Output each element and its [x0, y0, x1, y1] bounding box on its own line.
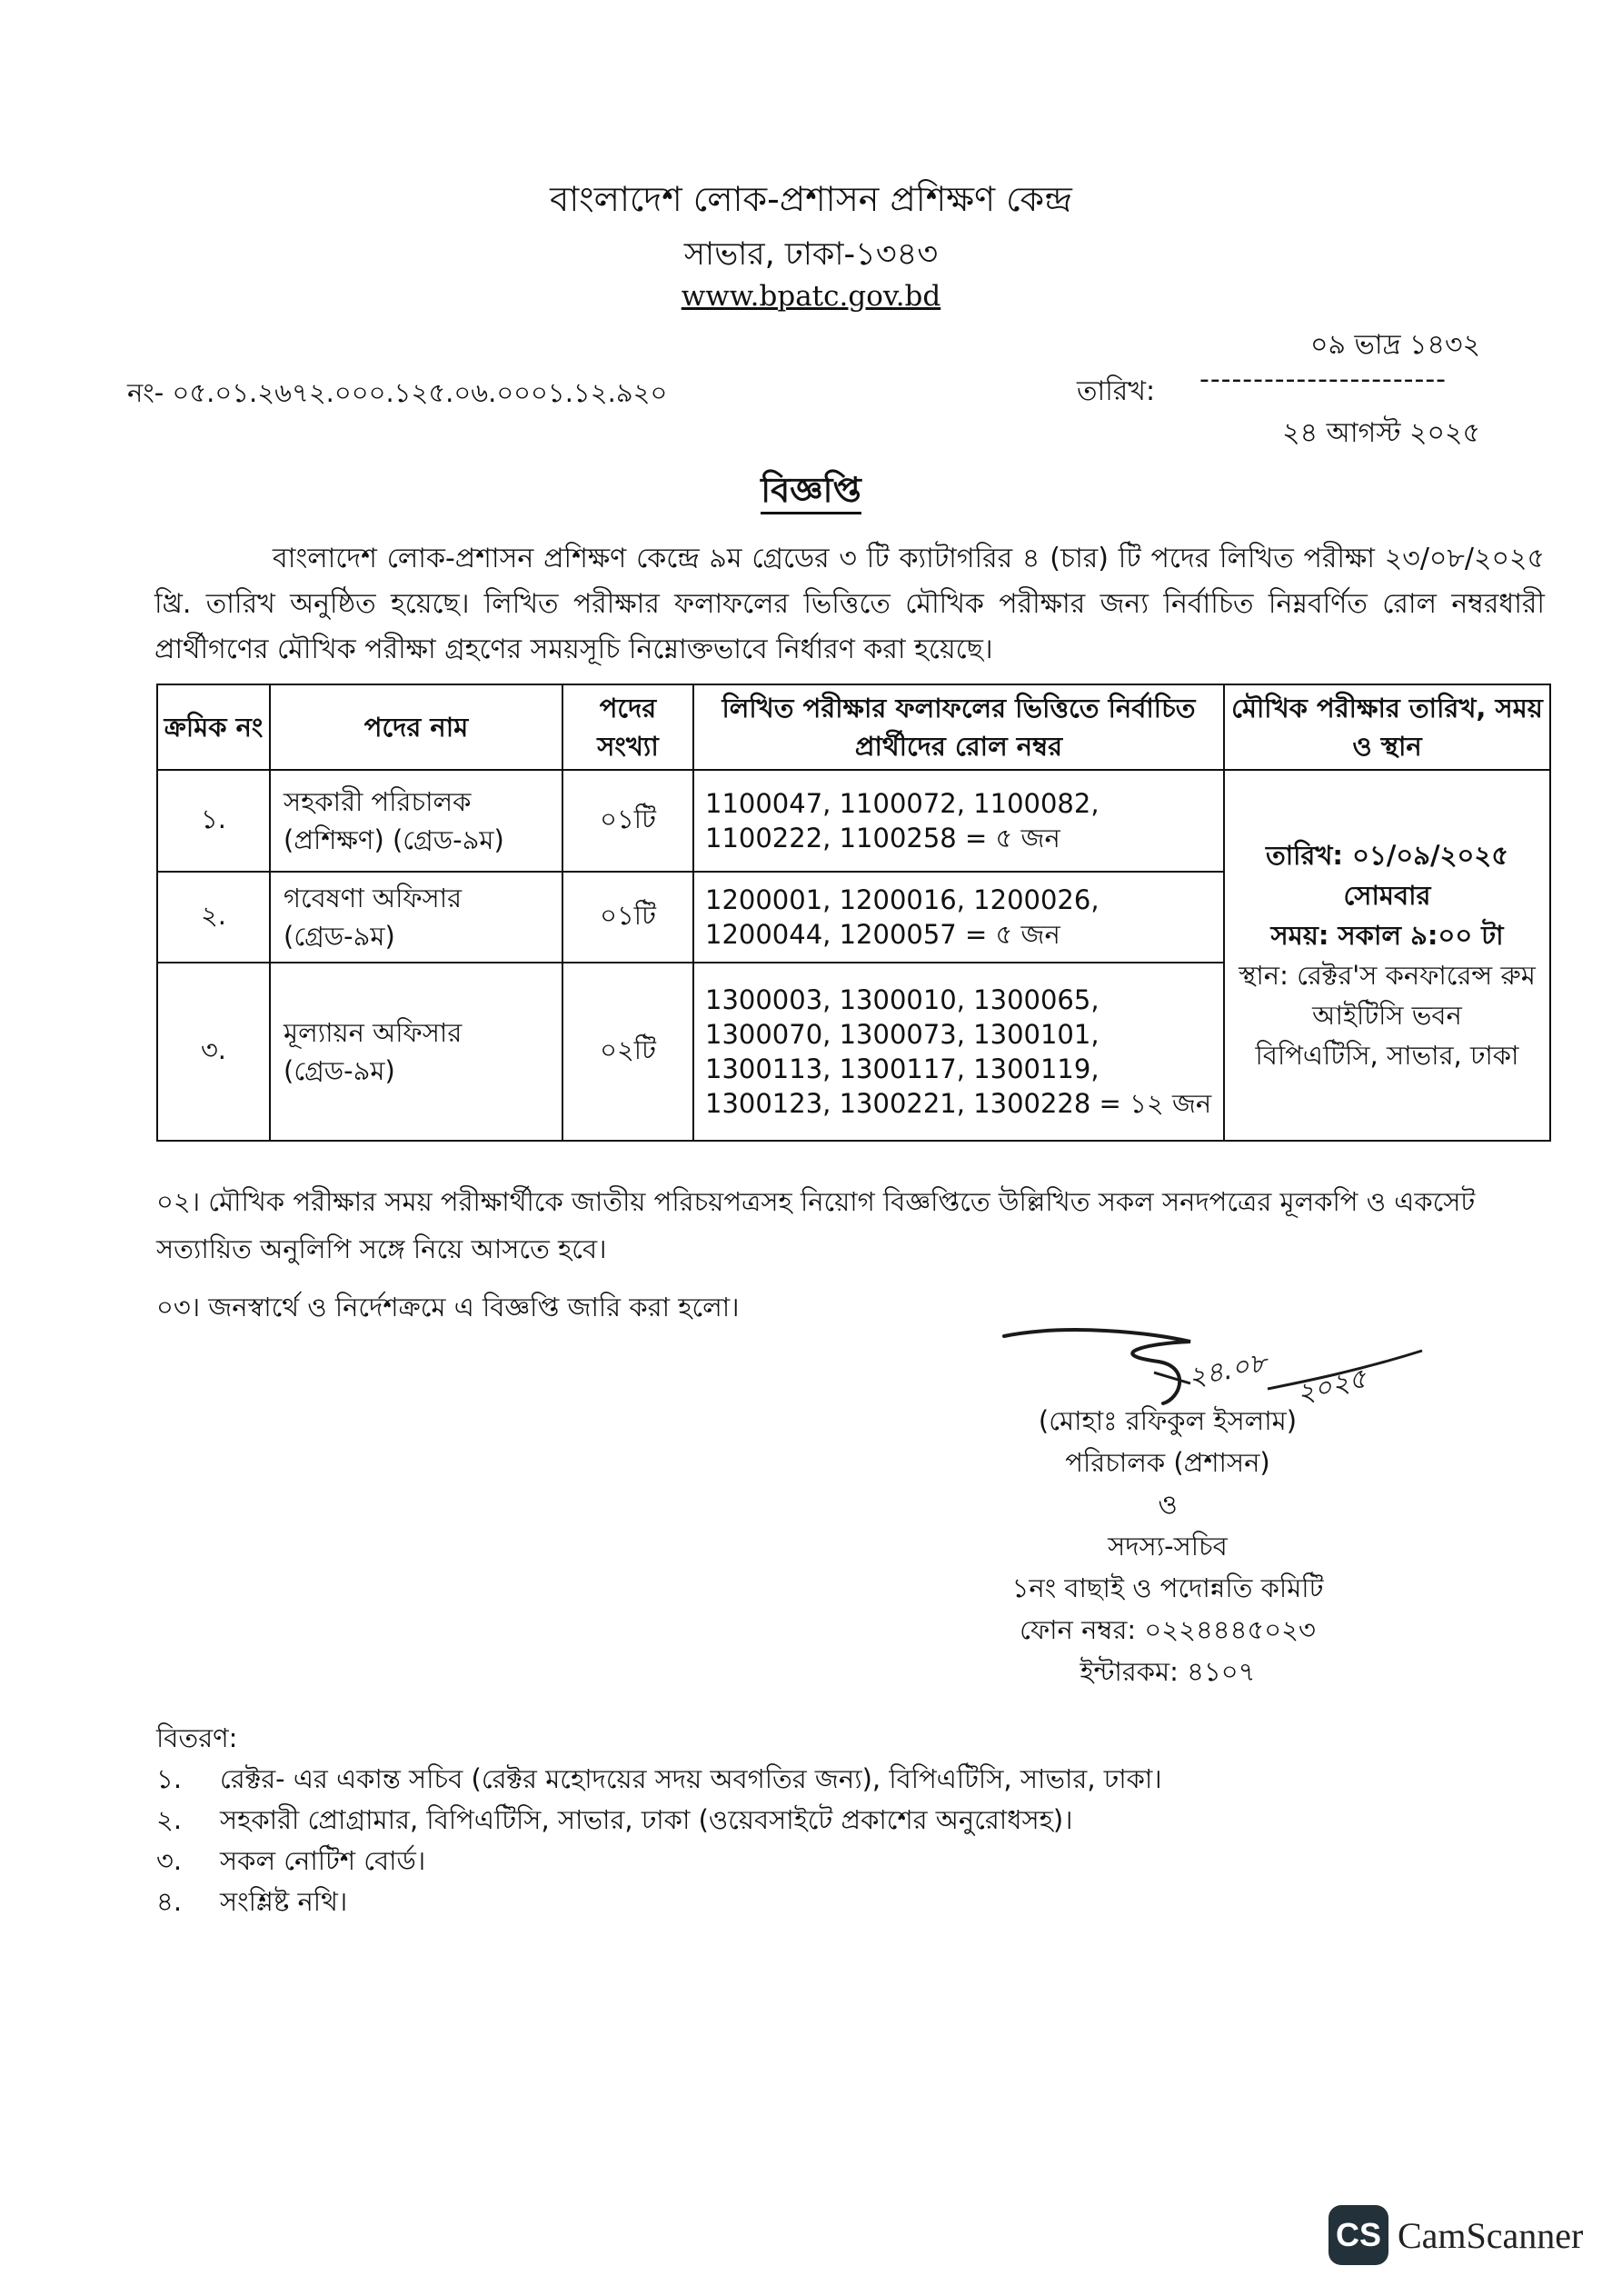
- camscanner-logo-icon: CS: [1328, 2205, 1388, 2265]
- venue-building: আইটিসি ভবন: [1312, 1000, 1462, 1031]
- signatory-role: সদস্য-সচিব: [1108, 1531, 1228, 1562]
- venue-time: সময়: সকাল ৯:০০ টা: [1270, 920, 1504, 951]
- row-post-count: ০২টি: [562, 963, 693, 1141]
- list-item: ২. সহকারী প্রোগ্রামার, বিপিএটিসি, সাভার, ঢাকা (ওয়েবসাইটে প্রকাশের অনুরোধসহ)।: [156, 1804, 1073, 1835]
- date-dash-line: -----------------------: [1199, 364, 1447, 395]
- header-post-name: পদের নাম: [270, 684, 562, 770]
- date-english: ২৪ আগস্ট ২০২৫: [1282, 417, 1480, 449]
- paragraph-three: ০৩। জনস্বার্থে ও নির্দেশক্রমে এ বিজ্ঞপ্তি জারি করা হলো।: [156, 1292, 740, 1323]
- list-item: ১. রেক্টর- এর একান্ত সচিব (রেক্টর মহোদয়ের সদয় অবগতির জন্য), বিপিএটিসি, সাভার, ঢাকা।: [156, 1763, 1162, 1794]
- header-post-count: পদের সংখ্যা: [562, 684, 693, 770]
- signature-block: [959, 1400, 1377, 1692]
- venue-day: সোমবার: [1343, 880, 1431, 911]
- row-post-name: মূল্যায়ন অফিসার (গ্রেড-৯ম): [270, 963, 562, 1141]
- svg-text:২৪.০৮: ২৪.০৮: [1185, 1346, 1270, 1394]
- venue-campus: বিপিএটিসি, সাভার, ঢাকা: [1255, 1040, 1519, 1071]
- row-serial: ২.: [157, 872, 270, 963]
- signatory-designation: পরিচালক (প্রশাসন): [1065, 1447, 1270, 1478]
- interview-schedule-table: [156, 684, 1551, 1142]
- paragraph-two: ০২। মৌখিক পরীক্ষার সময় পরীক্ষার্থীকে জাতীয় পরিচয়পত্রসহ নিয়োগ বিজ্ঞপ্তিতে উল্লিখিত সকল সনদপত্রের মূলকপি ও একসেট সত্যায়িত অনুলিপি সঙ্গে নিয়ে আসতে হবে।: [156, 1186, 1476, 1264]
- svg-text:২০২৫: ২০২৫: [1293, 1362, 1370, 1411]
- distribution-list: [156, 1759, 1162, 1922]
- row-serial: ১.: [157, 770, 270, 872]
- signatory-committee: ১নং বাছাই ও পদোন্নতি কমিটি: [1011, 1572, 1324, 1603]
- header-venue: মৌখিক পরীক্ষার তারিখ, সময় ও স্থান: [1224, 684, 1550, 770]
- signatory-and: ও: [1158, 1489, 1178, 1520]
- notice-title: বিজ্ঞপ্তি: [761, 470, 861, 514]
- date-label: তারিখ:: [1077, 375, 1156, 407]
- intro-paragraph: বাংলাদেশ লোক-প্রশাসন প্রশিক্ষণ কেন্দ্রে ৯ম গ্রেডের ৩ টি ক্যাটাগরির ৪ (চার) টি পদের লিখিত পরীক্ষা ২৩/০৮/২০২৫ খ্রি. তারিখ অনুষ্ঠিত হয়েছে। লিখিত পরীক্ষার ফলাফলের ভিত্তিতে মৌখিক পরীক্ষার জন্য নির্বাচিত নিম্নবর্ণিত রোল নম্বরধারী প্রার্থীগণের মৌখিক পরীক্ষা গ্রহণের সময়সূচি নিম্নোক্তভাবে নির্ধারণ করা হয়েছে।: [154, 543, 1545, 665]
- row-post-count: ০১টি: [562, 770, 693, 872]
- header-roll-numbers: লিখিত পরীক্ষার ফলাফলের ভিত্তিতে নির্বাচিত প্রার্থীদের রোল নম্বর: [693, 684, 1224, 770]
- signatory-phone: ফোন নম্বর: ০২২৪৪৪৫০২৩: [1020, 1614, 1316, 1645]
- venue-date: তারিখ: ০১/০৯/২০২৫: [1265, 840, 1509, 871]
- row-post-count: ০১টি: [562, 872, 693, 963]
- table-header-row: [157, 684, 1550, 770]
- header-serial: ক্রমিক নং: [157, 684, 270, 770]
- memo-number: নং- ০৫.০১.২৬৭২.০০০.১২৫.০৬.০০০১.১২.৯২০: [127, 377, 668, 408]
- row-serial: ৩.: [157, 963, 270, 1141]
- signatory-intercom: ইন্টারকম: ৪১০৭: [1080, 1656, 1256, 1687]
- table-row: [157, 770, 1550, 872]
- camscanner-watermark: CamScanner: [1398, 2215, 1584, 2256]
- venue-place: স্থান: রেক্টর'স কনফারেন্স রুম: [1239, 960, 1536, 991]
- list-item: ৪. সংশ্লিষ্ট নথি।: [156, 1886, 348, 1917]
- signatory-name: (মোহাঃ রফিকুল ইসলাম): [1038, 1405, 1298, 1436]
- website-link[interactable]: www.bpatc.gov.bd: [681, 280, 941, 313]
- venue-cell: [1224, 770, 1550, 1141]
- date-bangla: ০৯ ভাদ্র ১৪৩২: [1310, 329, 1480, 361]
- row-post-name: গবেষণা অফিসার (গ্রেড-৯ম): [270, 872, 562, 963]
- row-post-name: সহকারী পরিচালক (প্রশিক্ষণ) (গ্রেড-৯ম): [270, 770, 562, 872]
- row-roll-numbers: 1200001, 1200016, 1200026, 1200044, 1200057 = ৫ জন: [693, 872, 1224, 963]
- organization-name: বাংলাদেশ লোক-প্রশাসন প্রশিক্ষণ কেন্দ্র: [550, 179, 1072, 219]
- distribution-title: বিতরণ:: [156, 1722, 238, 1753]
- organization-address: সাভার, ঢাকা-১৩৪৩: [683, 236, 939, 273]
- row-roll-numbers: 1100047, 1100072, 1100082, 1100222, 1100258 = ৫ জন: [693, 770, 1224, 872]
- list-item: ৩. সকল নোটিশ বোর্ড।: [156, 1845, 426, 1876]
- notice-title-wrap: [0, 464, 1622, 522]
- row-roll-numbers: 1300003, 1300010, 1300065, 1300070, 1300073, 1300101, 1300113, 1300117, 1300119, 1300123, 1300221, 1300228 = ১২ জন: [693, 963, 1224, 1141]
